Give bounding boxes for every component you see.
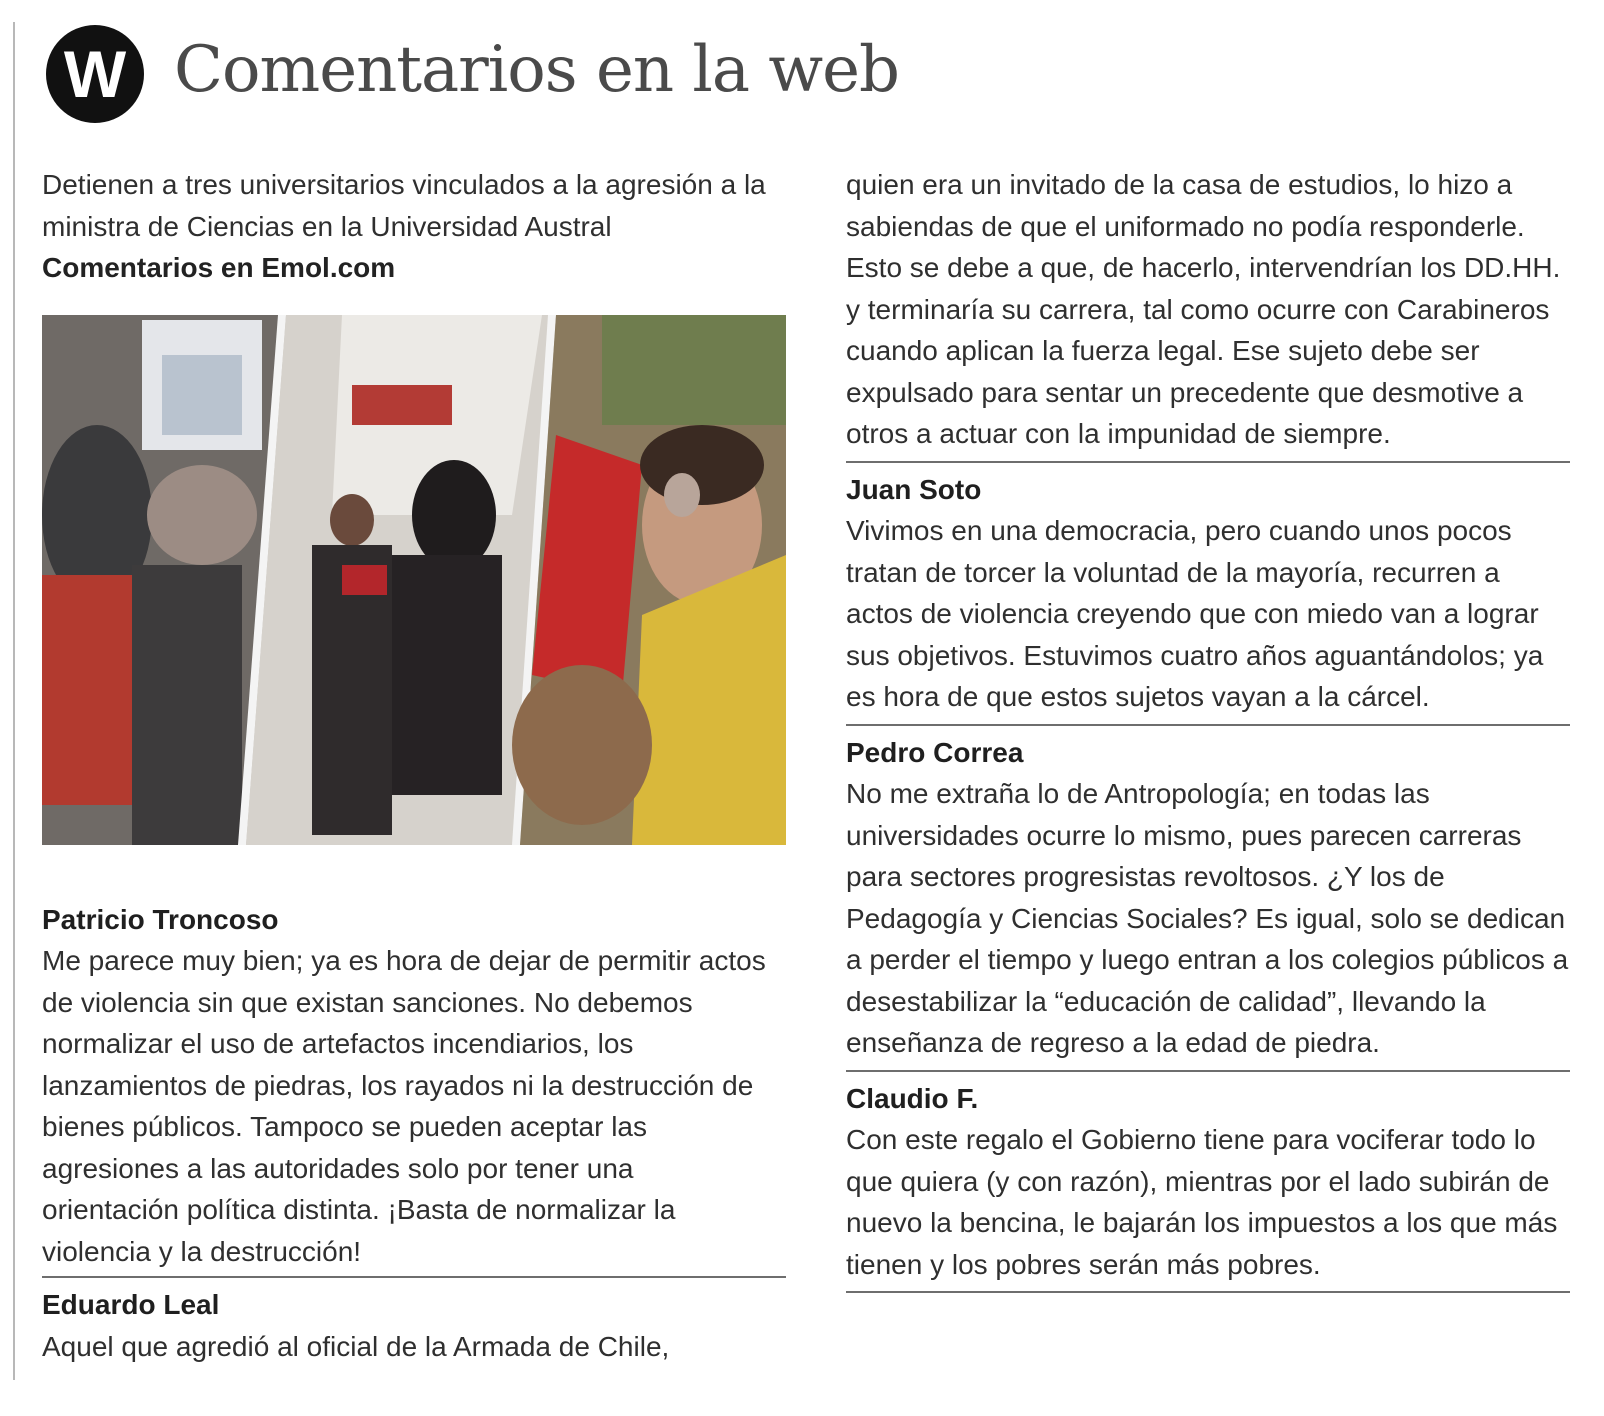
comments-source: Comentarios en Emol.com bbox=[42, 252, 396, 283]
w-logo-icon bbox=[46, 25, 144, 123]
comment-divider bbox=[846, 461, 1570, 463]
comment-author: Juan Soto bbox=[846, 473, 982, 505]
comment-divider bbox=[42, 1276, 786, 1278]
comment-divider bbox=[846, 1291, 1570, 1293]
photo-collage-illustration bbox=[42, 315, 786, 845]
comment-author: Eduardo Leal bbox=[42, 1289, 220, 1320]
left-column bbox=[42, 164, 786, 1367]
news-photo bbox=[42, 315, 786, 845]
article-intro bbox=[42, 164, 786, 289]
comment-text: Vivimos en una democracia, pero cuando unos pocos tratan de torcer la voluntad de la mayoría, recurren a actos de violencia creyendo que con miedo van a lograr sus objetivos. Estuvimos cuatro años aguantándolos; ya es hora de que estos sujetos vayan a la cárcel. bbox=[846, 515, 1544, 712]
comment-text: No me extraña lo de Antropología; en todas las universidades ocurre lo mismo, pues parecen carreras para sectores progresistas revoltosos. ¿Y los de Pedagogía y Ciencias Sociales? Es igual, solo se dedican a perder el tiempo y luego entran a los colegios públicos a desestabilizar la “educación de calidad”, llevando la enseñanza de regreso a la edad de piedra. bbox=[846, 778, 1569, 1058]
right-column bbox=[846, 164, 1570, 1299]
article-headline: Detienen a tres universitarios vinculados a la agresión a la ministra de Ciencias en la Universidad Austral bbox=[42, 169, 766, 242]
comment-author: Pedro Correa bbox=[846, 736, 1024, 768]
page-left-rule bbox=[13, 22, 15, 1380]
comment-divider bbox=[846, 1070, 1570, 1072]
page-title: Comentarios en la web bbox=[174, 33, 899, 107]
logo-letter: W bbox=[63, 37, 127, 111]
comment-author: Claudio F. bbox=[846, 1082, 979, 1114]
comment-divider bbox=[846, 724, 1570, 726]
comment-text: Con este regalo el Gobierno tiene para vociferar todo lo que quiera (y con razón), mientras por el lado subirán de nuevo la bencina, le bajarán los impuestos a los que más tienen y los pobres serán más pobres. bbox=[846, 1124, 1558, 1280]
comment-text: Aquel que agredió al oficial de la Armada de Chile, bbox=[42, 1330, 670, 1362]
comment-text-continued: quien era un invitado de la casa de estudios, lo hizo a sabiendas de que el uniformado no podía responderle. Esto se debe a que, de hacerlo, intervendrían los DD.HH. y terminaría su carrera, tal como ocurre con Carabineros cuando aplican la fuerza legal. Ese sujeto debe ser expulsado para sentar un precedente que desmotive a otros a actuar con la impunidad de siempre. bbox=[846, 169, 1561, 449]
comment-text: Me parece muy bien; ya es hora de dejar de permitir actos de violencia sin que existan sanciones. No debemos normalizar el uso de artefactos incendiarios, los lanzamientos de piedras, los rayados ni la destrucción de bienes públicos. Tampoco se pueden aceptar las agresiones a las autoridades solo por tener una orientación política distinta. ¡Basta de normalizar la violencia y la destrucción! bbox=[42, 945, 766, 1267]
comment-author: Patricio Troncoso bbox=[42, 903, 279, 935]
section-header bbox=[46, 24, 899, 124]
